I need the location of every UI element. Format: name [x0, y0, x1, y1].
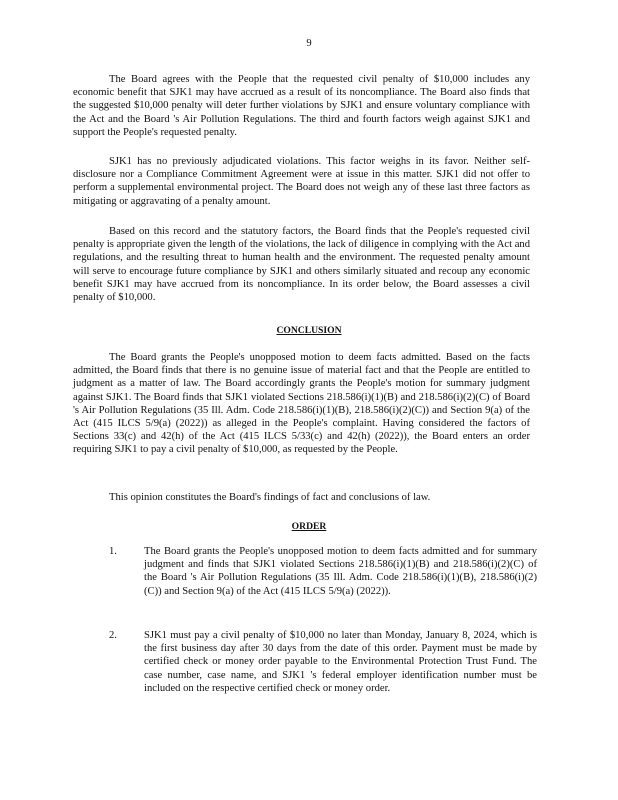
paragraph-text: This opinion constitutes the Board's findings of fact and conclusions of law. [109, 492, 431, 503]
opinion-statement [73, 491, 530, 504]
order-item-number: 1. [109, 546, 117, 557]
page-number: 9 [306, 38, 312, 49]
order-item-text: The Board grants the People's unopposed motion to deem facts admitted and for summary judgment and finds that SJK1 violated Sections 218.586(i)(1)(B) and 218.586(i)(2)(C) of the Board 's Air Pollution Regulations (35 Ill. Adm. Code 218.586(i)(1)(B), 218.586(i)(2)(C)) and Section 9(a) of the Act (415 ILCS 5/9(a) (2022)). [144, 546, 537, 597]
prior-violations-paragraph [73, 155, 530, 208]
penalty-finding-paragraph [73, 225, 530, 304]
paragraph-text: The Board agrees with the People that the requested civil penalty of $10,000 includes any economic benefit that SJK1 may have accrued as a result of its noncompliance. The Board also finds that the suggested $10,000 penalty will deter further violations by SJK1 and ensure voluntary compliance with the Act and the Board 's Air Pollution Regulations. The third and fourth factors weigh against SJK1 and support the People's requested penalty. [73, 74, 530, 138]
penalty-factors-paragraph [73, 73, 530, 139]
conclusion-paragraph [73, 351, 530, 457]
order-heading: ORDER [291, 521, 327, 532]
paragraph-text: The Board grants the People's unopposed motion to deem facts admitted. Based on the facts admitted, the Board finds that there is no genuine issue of material fact and that the People are entitled to judgment as a matter of law. The Board accordingly grants the People's motion for summary judgment against SJK1. The Board finds that SJK1 violated Sections 218.586(i)(1)(B) and 218.586(i)(2)(C) of Board 's Air Pollution Regulations (35 Ill. Adm. Code 218.586(i)(1)(B), 218.586(i)(2)(C)) and Section 9(a) of the Act (415 ILCS 5/9(a) (2022)) as alleged in the People's complaint. Having considered the factors of Sections 33(c) and 42(h) of the Act (415 ILCS 5/33(c) and 42(h) (2022)), the Board enters an order requiring SJK1 to pay a civil penalty of $10,000, as requested by the People. [73, 352, 530, 456]
paragraph-text: SJK1 has no previously adjudicated violations. This factor weighs in its favor. Neither self-disclosure nor a Compliance Commitment Agreement were at issue in this matter. SJK1 did not offer to perform a supplemental environmental project. The Board does not weigh any of these last three factors as mitigating or aggravating of a penalty amount. [73, 156, 530, 207]
conclusion-heading: CONCLUSION [276, 325, 342, 336]
order-item-number: 2. [109, 630, 117, 641]
order-item-text: SJK1 must pay a civil penalty of $10,000 no later than Monday, January 8, 2024, which is the first business day after 30 days from the date of this order. Payment must be made by certified check or money order payable to the Environmental Protection Trust Fund. The case number, case name, and SJK1 's federal employer identification number must be included on the respective certified check or money order. [144, 630, 537, 694]
paragraph-text: Based on this record and the statutory factors, the Board finds that the People's requested civil penalty is appropriate given the length of the violations, the lack of diligence in complying with the Act and regulations, and the resulting threat to human health and the environment. The requested penalty amount will serve to encourage future compliance by SJK1 and others similarly situated and recoup any economic benefit SJK1 may have accrued from its noncompliance. In its order below, the Board assesses a civil penalty of $10,000. [73, 226, 530, 304]
